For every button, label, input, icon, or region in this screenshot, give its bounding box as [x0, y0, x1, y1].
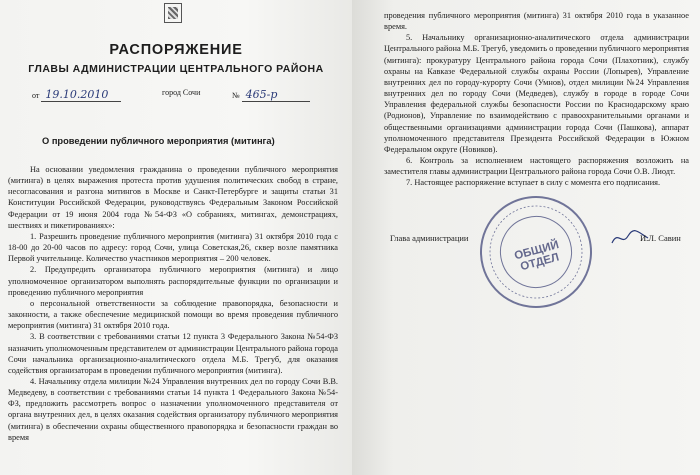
document-subject: О проведении публичного мероприятия (митинга): [42, 136, 275, 146]
document-type-title: РАСПОРЯЖЕНИЕ: [109, 42, 243, 58]
right-body-text: [384, 10, 689, 189]
body-paragraph: о персональной ответственности за соблюдение правопорядка, безопасности и законности, а также обеспечение медицинской помощи во время проведения публичного мероприятия (митинга) 31 октября 2010 года.: [8, 298, 338, 331]
date-prefix: от: [32, 91, 40, 100]
body-paragraph: 6. Контроль за исполнением настоящего распоряжения возложить на заместителя главы администрации Центрального района города Сочи О.В. Лиодт.: [384, 156, 689, 177]
date-line: [32, 88, 121, 102]
number-prefix: №: [232, 91, 240, 100]
left-body-text: [8, 164, 338, 443]
city-label: город Сочи: [162, 88, 201, 97]
body-paragraph: 4. Начальнику отдела милиции №24 Управления внутренних дел по городу Сочи В.В. Медведеву, в соответствии с требованиями статьи 14 пункта 1 Федерального Закона №54-ФЗ, предложить рассмотреть вопрос о назначении уполномоченного представителя от органа внутренних дел, в целях оказания содействия организатору публичного мероприятия (митинга) в обеспечении охраны общественного правопорядка и безопасности граждан во время: [8, 376, 338, 442]
document-issuer: ГЛАВЫ АДМИНИСТРАЦИИ ЦЕНТРАЛЬНОГО РАЙОНА: [28, 63, 324, 75]
body-paragraph: 2. Предупредить организатора публичного мероприятия (митинга) и лицо уполномоченное организатором выполнять распорядительные функции по организации и проведению публичного мероприятия: [8, 265, 338, 297]
number-value: 465-р: [242, 88, 310, 102]
body-paragraph: 7. Настоящее распоряжение вступает в силу с момента его подписания.: [406, 178, 661, 188]
body-paragraph: На основании уведомления гражданина о проведении публичного мероприятия (митинга) в целях выражения протеста против удушения политических свобод в стране, несогласования и разгона митингов в Москве и Санкт-Петербурге и защиты статьи 31 Конституции Российской Федерации, руководствуясь Федеральным Законом Российской Федерации от 19 июня 2004 года №54-ФЗ «О собраниях, митингах, демонстрациях, шествиях и пикетированиях»:: [8, 165, 338, 230]
body-paragraph: 1. Разрешить проведение публичного мероприятия (митинга) 31 октября 2010 года с 18-00 до 20-00 часов по адресу: город Сочи, улица Советская,26, сквер возле памятника Первой учительнице. Количество участников мероприятия – 200 человек.: [8, 231, 338, 264]
body-paragraph: 3. В соответствии с требованиями статьи 12 пункта 3 Федерального Закона №54-ФЗ назначить уполномоченным представителем от администрации Центрального района города Сочи начальника организационно-аналитического отдела М.Б. Трегуб, для оказания содействия организаторам в проведении публичного мероприятия (митинга).: [8, 332, 338, 375]
stamp-center-text: ОБЩИЙ ОТДЕЛ: [513, 239, 561, 274]
body-paragraph: 5. Начальнику организационно-аналитического отдела администрации Центрального района М.Б. Трегуб, уведомить о проведении публичного мероприятия (митинга): прокуратуру Центрального района города Сочи (Плахотник), службу охраны на Кавказе Федеральной службы охраны России (Лопырев), Управление внутренних дел по городу-курорту Сочи (Умнов), отдел милиции №24 Управления внутренних дел по городу Сочи (Медведев), службу в городе в городе Сочи Управления федеральной службы безопасности России по Краснодарскому краю (Родионов), Управление по взаимодействию с правоохранительными органами и общественными организациями администрации города Сочи (Пашкова), аппарат уполномоченного представителя Президента Российской Федерации в Южном Федеральном округе (Новиков).: [384, 33, 689, 154]
coat-of-arms-emblem-icon: [164, 3, 182, 23]
number-line: [232, 88, 310, 102]
signature-name: И.Л. Савин: [640, 233, 681, 243]
body-paragraph: проведения публичного мероприятия (митинга) 31 октября 2010 года в указанное время.: [384, 11, 689, 32]
date-value: 19.10.2010: [41, 88, 121, 102]
signature-position: Глава администрации: [390, 233, 469, 243]
